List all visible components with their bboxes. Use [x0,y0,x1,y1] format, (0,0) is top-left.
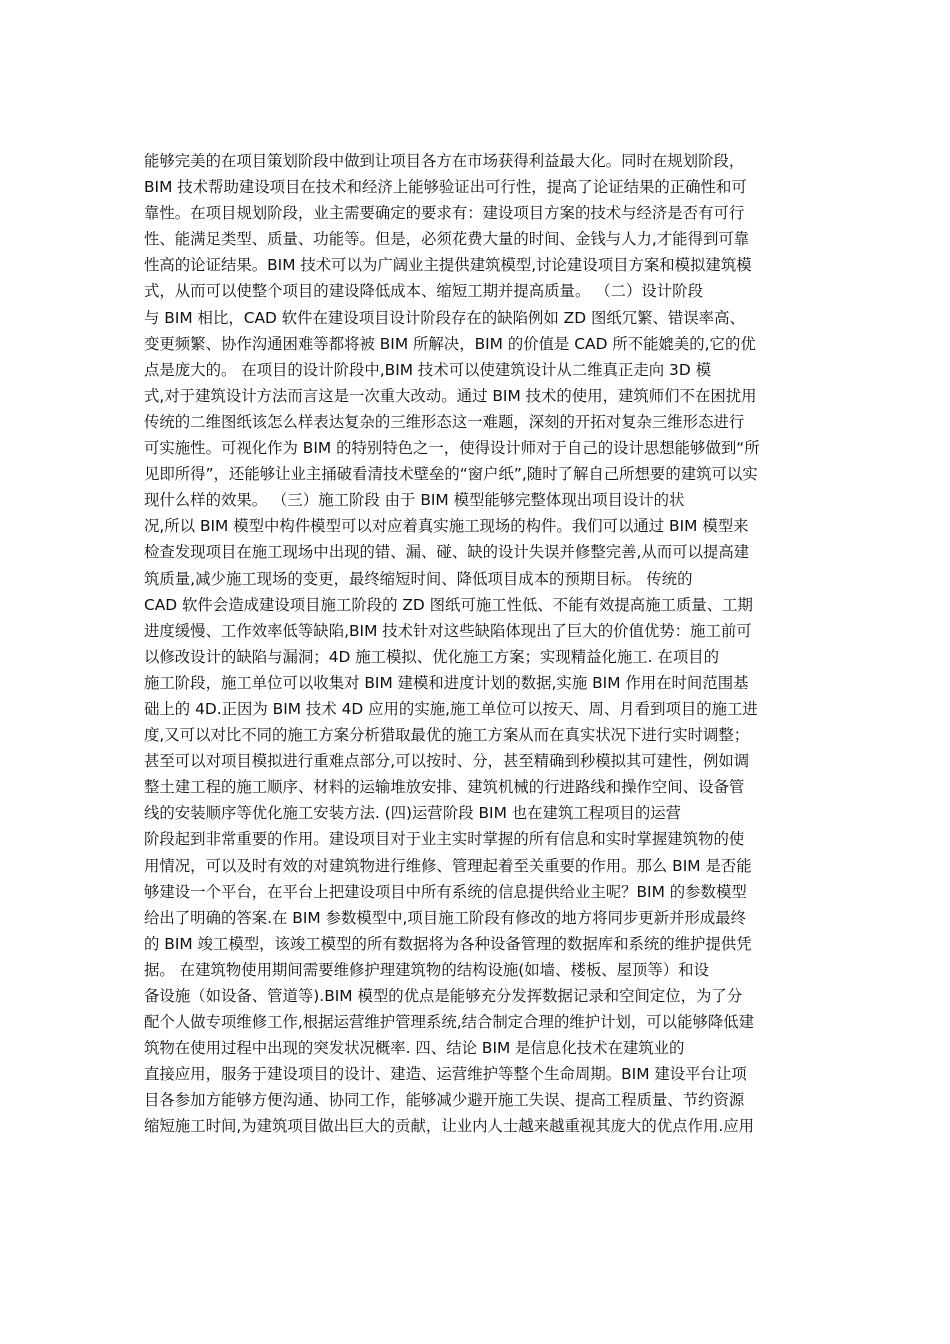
text-line-19: 进度缓慢、工作效率低等缺陷,BIM 技术针对这些缺陷体现出了巨大的价值优势：施工前可 [144,621,752,640]
text-line-1: 能够完美的在项目策划阶段中做到让项目各方在市场获得利益最大化。同时在规划阶段， [144,152,745,170]
text-line-8: 变更频繁、协作沟通困难等都将被 BIM 所解决，BIM 的价值是 CAD 所不能媲美的,它的优 [144,334,756,353]
text-line-4: 性、能满足类型、质量、功能等。但是，必须花费大量的时间、金钱与人力,才能得到可靠 [144,230,750,249]
body-text [144,148,808,1140]
text-line-7: 与 BIM 相比，CAD 软件在建设项目设计阶段存在的缺陷例如 ZD 图纸冗繁、错误率高、 [144,308,745,327]
text-line-2: BIM 技术帮助建设项目在技术和经济上能够验证出可行性，提高了论证结果的正确性和可 [144,178,747,197]
text-line-30: 给出了明确的答案.在 BIM 参数模型中,项目施工阶段有修改的地方将同步更新并形成最终 [144,908,747,927]
text-line-17: 筑质量,减少施工现场的变更，最终缩短时间、降低项目成本的预期目标。 传统的 [144,569,693,588]
text-line-3: 靠性。在项目规划阶段，业主需要确定的要求有：建设项目方案的技术与经济是否有可行 [144,204,745,223]
text-line-28: 用情况，可以及时有效的对建筑物进行维修、管理起着至关重要的作用。那么 BIM 是否能 [144,856,752,875]
text-line-21: 施工阶段，施工单位可以收集对 BIM 建模和进度计划的数据,实施 BIM 作用在时间范围基 [144,673,749,692]
text-line-18: CAD 软件会造成建设项目施工阶段的 ZD 图纸可施工性低、不能有效提高施工质量、工期 [144,595,753,614]
text-line-23: 度,又可以对比不同的施工方案分析猎取最优的施工方案从而在真实状况下进行实时调整； [144,726,750,745]
text-line-38: 缩短施工时间,为建筑项目做出巨大的贡献，让业内人士越来越重视其庞大的优点作用.应用 [144,1117,755,1136]
text-line-15: 况,所以 BIM 模型中构件模型可以对应着真实施工现场的构件。我们可以通过 BIM 模型来 [144,517,749,536]
text-line-11: 传统的二维图纸该怎么样表达复杂的三维形态这一难题，深刻的开拓对复杂三维形态进行 [144,412,745,431]
text-line-22: 础上的 4D.正因为 BIM 技术 4D 应用的实施,施工单位可以按天、周、月看到项目的施工进 [144,699,758,718]
text-line-5: 性高的论证结果。BIM 技术可以为广阔业主提供建筑模型,讨论建设项目方案和模拟建筑模 [144,256,752,275]
text-line-10: 式,对于建筑设计方法而言这是一次重大改动。通过 BIM 技术的使用，建筑师们不在困扰用 [144,386,757,405]
text-line-6: 式，从而可以使整个项目的建设降低成本、缩短工期并提高质量。 （二）设计阶段 [144,282,703,301]
text-line-37: 目各参加方能够方便沟通、协同工作，能够减少避开施工失误、提高工程质量、节约资源 [144,1091,745,1110]
text-line-26: 线的安装顺序等优化施工安装方法. (四)运营阶段 BIM 也在建筑工程项目的运营 [144,804,682,823]
text-line-12: 可实施性。可视化作为 BIM 的特别特色之一，使得设计师对于自己的设计思想能够做到“所 [144,439,760,458]
text-line-24: 甚至可以对项目模拟进行重难点部分,可以按时、分，甚至精确到秒模拟其可建性，例如调 [144,752,750,771]
text-line-9: 点是庞大的。 在项目的设计阶段中,BIM 技术可以使建筑设计从二维真正走向 3D 模 [144,360,711,379]
text-line-14: 现什么样的效果。 （三）施工阶段 由于 BIM 模型能够完整体现出项目设计的状 [144,491,685,510]
text-line-20: 以修改设计的缺陷与漏洞；4D 施工模拟、优化施工方案；实现精益化施工. 在项目的 [144,647,719,666]
text-line-32: 据。 在建筑物使用期间需要维修护理建筑物的结构设施(如墙、楼板、屋顶等）和设 [144,960,709,979]
text-line-34: 配个人做专项维修工作,根据运营维护管理系统,结合制定合理的维护计划，可以能够降低建 [144,1013,755,1032]
text-line-35: 筑物在使用过程中出现的突发状况概率. 四、结论 BIM 是信息化技术在建筑业的 [144,1039,685,1058]
text-line-16: 检查发现项目在施工现场中出现的错、漏、碰、缺的设计失误并修整完善,从而可以提高建 [144,543,750,562]
text-line-31: 的 BIM 竣工模型，该竣工模型的所有数据将为各种设备管理的数据库和系统的维护提供凭 [144,934,752,953]
text-line-27: 阶段起到非常重要的作用。建设项目对于业主实时掌握的所有信息和实时掌握建筑物的使 [144,830,745,849]
text-line-13: 见即所得”，还能够让业主捅破看清技术壁垒的“窗户纸”,随时了解自己所想要的建筑可以实 [144,465,758,484]
text-line-33: 备设施（如设备、管道等).BIM 模型的优点是能够充分发挥数据记录和空间定位，为了分 [144,987,743,1005]
text-line-29: 够建设一个平台，在平台上把建设项目中所有系统的信息提供给业主呢？BIM 的参数模型 [144,882,747,901]
text-line-25: 整土建工程的施工顺序、材料的运输堆放安排、建筑机械的行进路线和操作空间、设备管 [144,778,745,797]
text-line-36: 直接应用，服务于建设项目的设计、建造、运营维护等整个生命周期。BIM 建设平台让项 [144,1065,747,1084]
